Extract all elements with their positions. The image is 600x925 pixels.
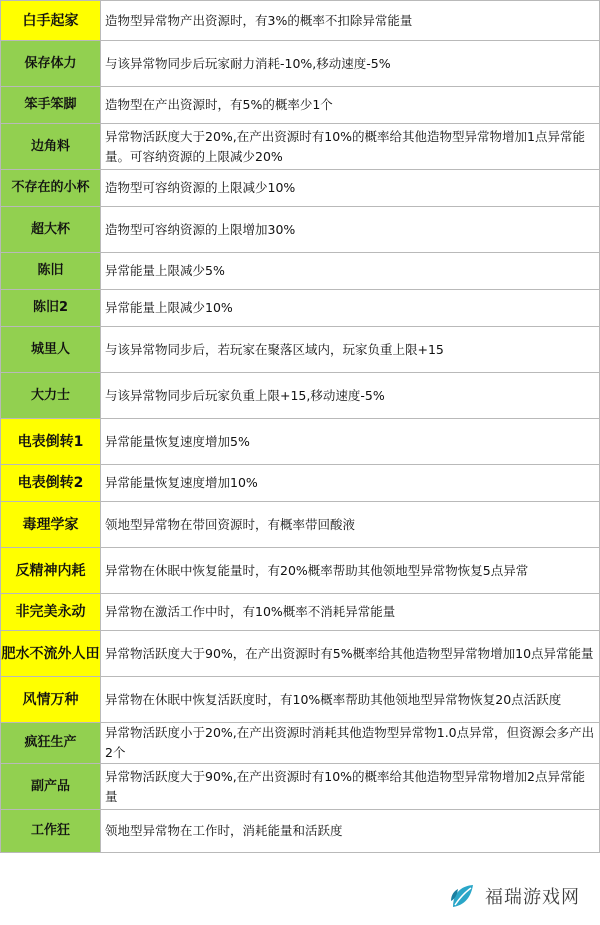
table-row [1,677,600,723]
modifier-description: 异常能量上限减少5% [101,253,600,290]
modifier-description: 异常物在休眠中恢复能量时，有20%概率帮助其他领地型异常物恢复5点异常 [101,548,600,594]
modifier-description: 异常能量恢复速度增加10% [101,465,600,502]
modifier-description: 领地型异常物在工作时，消耗能量和活跃度 [101,810,600,853]
modifier-name: 疯狂生产 [1,723,101,764]
modifier-name: 风情万种 [1,677,101,723]
table-row [1,124,600,170]
modifier-name: 城里人 [1,327,101,373]
modifier-name: 超大杯 [1,207,101,253]
table-row [1,327,600,373]
modifier-description: 异常物在休眠中恢复活跃度时，有10%概率帮助其他领地型异常物恢复20点活跃度 [101,677,600,723]
modifier-description: 造物型可容纳资源的上限增加30% [101,207,600,253]
modifier-name: 陈旧 [1,253,101,290]
modifier-description: 异常物活跃度大于20%,在产出资源时有10%的概率给其他造物型异常物增加1点异常能量。可容纳资源的上限减少20% [101,124,600,170]
modifier-description: 异常物在激活工作中时，有10%概率不消耗异常能量 [101,594,600,631]
table-row [1,1,600,41]
modifier-description: 异常物活跃度大于90%，在产出资源时有5%概率给其他造物型异常物增加10点异常能量 [101,631,600,677]
modifier-name: 反精神内耗 [1,548,101,594]
modifier-description: 与该异常物同步后玩家负重上限+15,移动速度-5% [101,373,600,419]
modifier-description: 与该异常物同步后，若玩家在聚落区域内，玩家负重上限+15 [101,327,600,373]
table-row [1,723,600,764]
modifier-description: 造物型可容纳资源的上限减少10% [101,170,600,207]
modifier-description: 异常物活跃度大于90%,在产出资源时有10%的概率给其他造物型异常物增加2点异常能量 [101,764,600,810]
modifier-description: 异常物活跃度小于20%,在产出资源时消耗其他造物型异常物1.0点异常，但资源会多产出2个 [101,723,600,764]
modifier-name: 大力士 [1,373,101,419]
table-row [1,253,600,290]
table-row [1,290,600,327]
table-row [1,170,600,207]
modifier-name: 非完美永动 [1,594,101,631]
table-row [1,41,600,87]
modifier-name: 白手起家 [1,1,101,41]
modifier-description: 与该异常物同步后玩家耐力消耗-10%,移动速度-5% [101,41,600,87]
modifier-name: 笨手笨脚 [1,87,101,124]
modifier-description: 造物型在产出资源时，有5%的概率少1个 [101,87,600,124]
table-row [1,810,600,853]
modifier-description: 异常能量上限减少10% [101,290,600,327]
table-row [1,373,600,419]
modifier-name: 副产品 [1,764,101,810]
modifier-name: 毒理学家 [1,502,101,548]
modifier-description: 造物型异常物产出资源时，有3%的概率不扣除异常能量 [101,1,600,41]
modifier-description: 异常能量恢复速度增加5% [101,419,600,465]
modifier-name: 肥水不流外人田 [1,631,101,677]
leaf-logo-icon [447,881,477,911]
modifier-name: 电表倒转1 [1,419,101,465]
table-row [1,764,600,810]
table-row [1,419,600,465]
modifier-name: 保存体力 [1,41,101,87]
modifier-name: 不存在的小杯 [1,170,101,207]
table-row [1,548,600,594]
modifier-name: 边角料 [1,124,101,170]
modifier-description: 领地型异常物在带回资源时，有概率带回酸液 [101,502,600,548]
table-row [1,502,600,548]
modifier-name: 电表倒转2 [1,465,101,502]
table-row [1,87,600,124]
modifier-name: 陈旧2 [1,290,101,327]
table-row [1,465,600,502]
table-row [1,631,600,677]
modifier-name: 工作狂 [1,810,101,853]
table-row [1,594,600,631]
watermark [447,881,582,911]
table-row [1,207,600,253]
watermark-text: 福瑞游戏网 [483,883,582,909]
